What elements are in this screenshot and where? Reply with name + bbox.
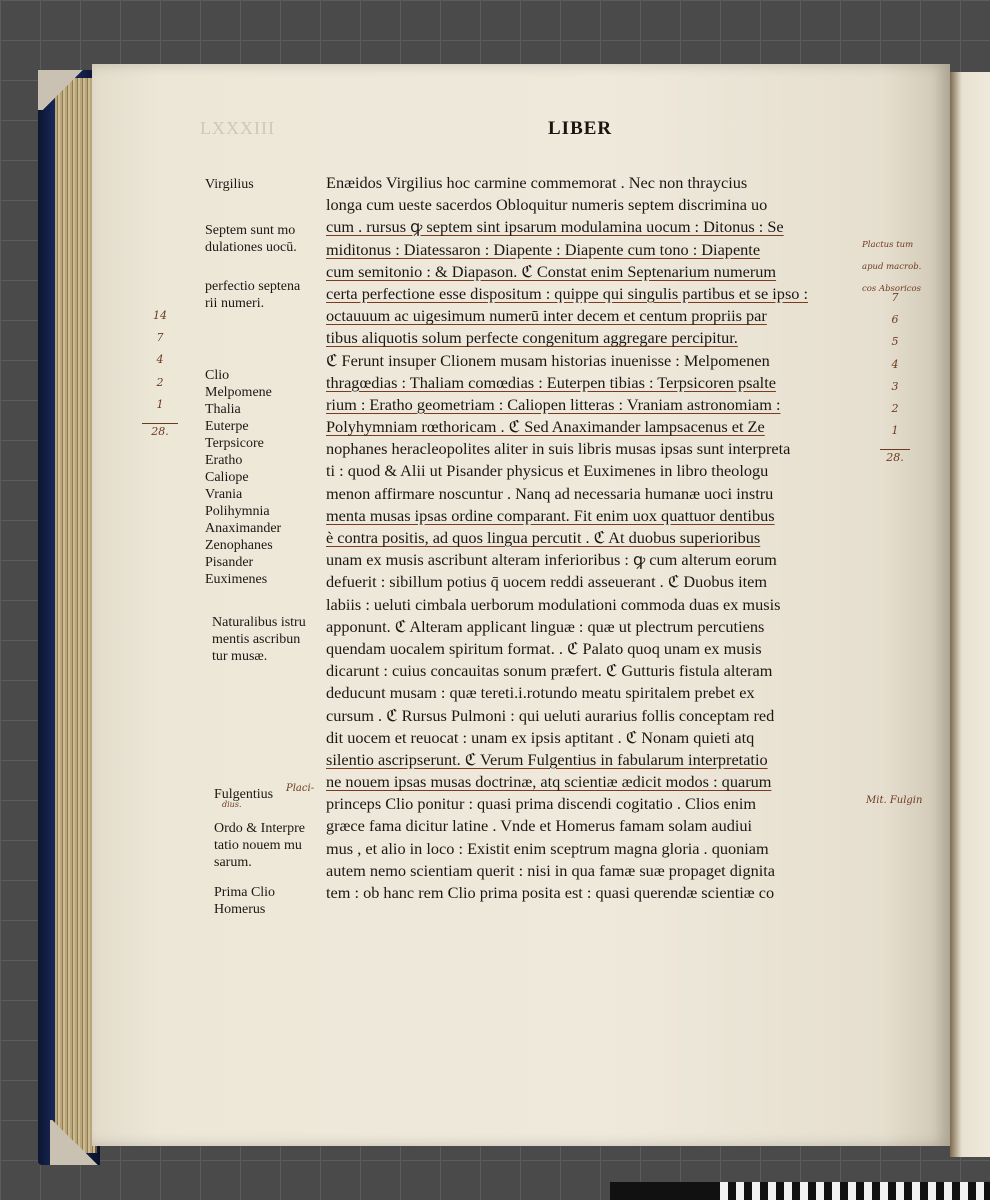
margin-line: Septem sunt mo	[205, 223, 296, 238]
gloss-prima	[214, 884, 275, 918]
text-line: dicarunt : cuius concauitas sonum præfert. ℭ Gutturis fistula alteram	[326, 661, 773, 681]
manuscript-note-fulgentius-2: dius.	[222, 800, 242, 809]
margin-line: perfectio septena	[205, 279, 301, 294]
text-line: deducunt musam : quæ tereti.i.rotundo meatu spiritalem prebet ex	[326, 683, 755, 703]
text-line: græce fama dicitur latine . Vnde et Homerus famam solam audiui	[326, 816, 753, 836]
text-line: princeps Clio ponitur : quasi prima discendi cogitatio . Clios enim	[326, 794, 757, 814]
text-line: defuerit : sibillum potius q̄ uocem reddi asseuerant . ℭ Duobus item	[326, 572, 768, 592]
text-line: ℭ Ferunt insuper Clionem musam historias inuenisse : Melpomenen	[326, 350, 770, 370]
margin-line: Zenophanes	[205, 538, 273, 553]
manuscript-note-right-2: Mit. Fulgin	[866, 795, 923, 806]
margin-line: Vrania	[205, 487, 243, 502]
manuscript-sum-left	[142, 310, 178, 448]
margin-line: Melpomene	[205, 385, 272, 400]
text-line: certa perfectione esse dispositum : quippe qui singulis partibus et se ipso :	[326, 283, 809, 303]
gloss-naturalibus	[212, 614, 306, 665]
gloss-septem	[205, 222, 297, 256]
text-line: nophanes heracleopolites aliter in suis libris musas ipsas sunt interpreta	[326, 439, 791, 459]
margin-line: 4	[156, 353, 164, 367]
gloss-ordo	[214, 820, 305, 871]
margin-line: 28.	[886, 451, 904, 465]
sum-rule	[142, 423, 178, 424]
margin-line: 4	[891, 357, 899, 371]
text-line: è contra positis, ad quos lingua percutit . ℭ At duobus superioribus	[326, 528, 761, 547]
margin-line: 1	[891, 424, 899, 438]
sum-rule	[880, 449, 910, 450]
margin-line: rii numeri.	[205, 296, 265, 311]
margin-line: sarum.	[214, 855, 252, 870]
margin-line: Anaximander	[205, 521, 282, 536]
text-line: octauuum ac uigesimum numerū inter decem et centum propriis par	[326, 306, 767, 326]
margin-line: Homerus	[214, 902, 266, 917]
scale-bar	[720, 1182, 990, 1200]
manuscript-sum-right	[880, 292, 910, 475]
margin-line: Virgilius	[205, 177, 254, 192]
text-line: menon affirmare noscuntur . Nanq ad necessaria humanæ uoci instru	[326, 483, 774, 503]
text-line: miditonus : Diatessaron : Diapente : Diapente cum tono : Diapente	[326, 239, 761, 259]
main-text-block	[326, 172, 856, 904]
text-line: labiis : ueluti cimbala uerborum modulationi commoda duas ex musis	[326, 594, 781, 614]
text-line: ne nouem ipsas musas doctrinæ, atq scientiæ ædicit modos : quarum	[326, 772, 772, 792]
text-line: silentio ascripserunt. ℭ Verum Fulgentius in fabularum interpretatio	[326, 749, 768, 769]
text-line: Polyhymniam rœthoricam . ℭ Sed Anaximander lampsacenus et Ze	[326, 417, 765, 437]
gloss-virgilius	[205, 176, 254, 193]
manuscript-note-fulgentius: Placi-	[286, 783, 315, 794]
text-line: thragœdias : Thaliam comœdias : Euterpen tibias : Terpsicoren psalte	[326, 372, 776, 392]
page-edges	[55, 78, 97, 1153]
scale-bar-block	[610, 1182, 720, 1200]
margin-line: Prima Clio	[214, 885, 276, 900]
margin-line: Plactus tum	[862, 240, 914, 250]
margin-line: apud macrob.	[862, 262, 922, 273]
text-line: ti : quod & Alii ut Pisander physicus et Euximenes in libro theologu	[326, 461, 769, 481]
margin-line: 7	[891, 291, 899, 304]
facing-page-edge	[950, 72, 990, 1157]
margin-line: Naturalibus istru	[212, 615, 306, 630]
margin-line: 5	[891, 335, 899, 349]
text-line: cum semitonio : & Diapason. ℭ Constat enim Septenarium numerum	[326, 261, 777, 281]
margin-line: Ordo & Interpre	[214, 821, 305, 836]
text-line: cum . rursus ꝙ septem sint ipsarum modulamina uocum : Ditonus : Se	[326, 217, 784, 237]
page-header: LIBER	[548, 118, 613, 139]
margin-line: 1	[156, 397, 164, 411]
margin-line: 6	[891, 313, 899, 327]
margin-line: Euximenes	[205, 572, 268, 587]
margin-line: 28.	[151, 424, 169, 438]
margin-line: Caliope	[205, 470, 249, 485]
margin-line: Thalia	[205, 402, 241, 417]
margin-line: Terpsicore	[205, 436, 264, 451]
margin-line: cos Absoricos	[862, 284, 922, 295]
text-line: dit uocem et reuocat : unam ex ipsis aptitant . ℭ Nonam quieti atq	[326, 727, 755, 747]
text-line: longa cum ueste sacerdos Obloquitur numeris septem discrimina uo	[326, 195, 768, 215]
margin-line: Pisander	[205, 555, 254, 570]
gloss-muses	[205, 367, 281, 588]
margin-line: Euterpe	[205, 419, 249, 434]
text-line: tibus aliquotis solum perfecte congenitum aggregare percipitur.	[326, 328, 738, 348]
margin-line: Polihymnia	[205, 504, 270, 519]
text-line: rium : Eratho geometriam : Caliopen litteras : Vraniam astronomiam :	[326, 394, 781, 414]
text-line: unam ex musis ascribunt alteram inferioribus : ꝙ cum alterum eorum	[326, 550, 777, 570]
margin-line: 2	[156, 375, 164, 389]
margin-line: 2	[891, 401, 899, 415]
margin-line: tatio nouem mu	[214, 838, 302, 853]
margin-line: 14	[153, 309, 167, 322]
text-line: mus , et alio in loco : Existit enim sceptrum magna gloria . quoniam	[326, 838, 769, 858]
margin-line: Clio	[205, 368, 230, 383]
margin-line: 7	[156, 331, 164, 345]
bleed-through-header: LXXXIII	[200, 118, 275, 138]
text-line: tem : ob hanc rem Clio prima posita est : quasi querendæ scientiæ co	[326, 883, 775, 902]
margin-line: tur musæ.	[212, 649, 268, 664]
text-line: autem nemo scientiam querit : nisi in qua famæ suæ propaget dignita	[326, 860, 775, 880]
margin-line: dulationes uocū.	[205, 240, 297, 255]
gloss-perfectio	[205, 278, 300, 312]
text-line: menta musas ipsas ordine comparant. Fit enim uox quattuor dentibus	[326, 505, 775, 525]
margin-line: mentis ascribun	[212, 632, 301, 647]
text-line: quendam uocalem spiritum format. . ℭ Palato quoq unam ex musis	[326, 638, 762, 658]
text-line: apponunt. ℭ Alteram applicant linguæ : quæ ut plectrum percutiens	[326, 616, 765, 636]
cover-corner-top	[38, 70, 88, 110]
margin-line: Fulgentius	[214, 787, 274, 802]
text-line: Enæidos Virgilius hoc carmine commemorat . Nec non thraycius	[326, 173, 748, 192]
margin-line: 3	[891, 379, 899, 393]
margin-line: Eratho	[205, 453, 243, 468]
text-line: cursum . ℭ Rursus Pulmoni : qui ueluti aurarius follis conceptam red	[326, 705, 775, 725]
